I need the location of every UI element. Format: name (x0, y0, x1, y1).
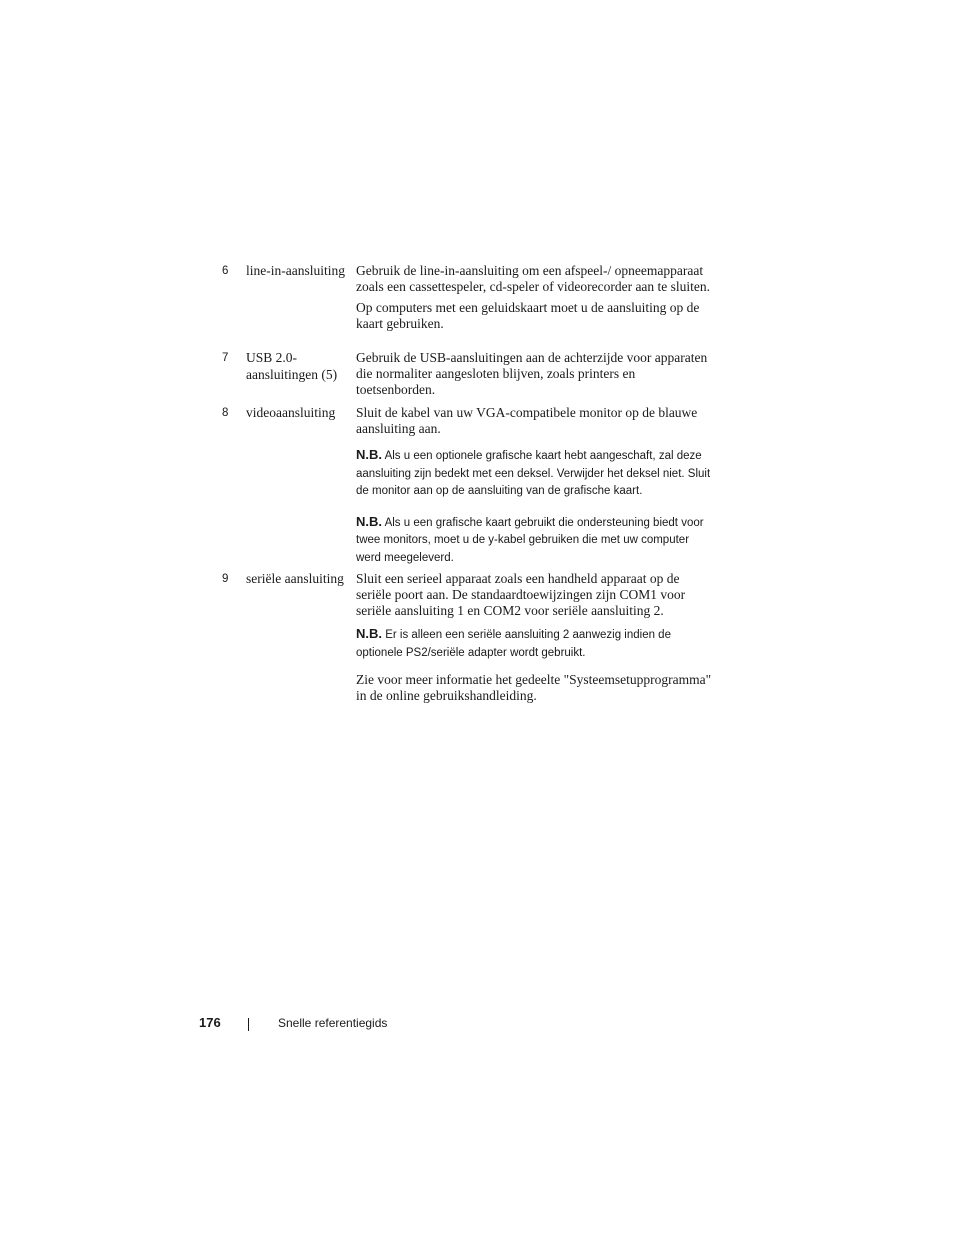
note-text: Als u een optionele grafische kaart hebt aangeschaft, zal deze aansluiting zijn bedekt met een deksel. Verwijder het deksel niet. Sluit de monitor aan op de aansluiting van de grafische kaart. (356, 450, 711, 497)
description-paragraph: Gebruik de line-in-aansluiting om een afspeel-/ opneemapparaat zoals een cassettespeler, cd-speler of videorecorder aan te sluiten. (356, 263, 711, 294)
row-label: seriële aansluiting (246, 571, 344, 586)
description-paragraph: Op computers met een geluidskaart moet u de aansluiting op de kaart gebruiken. (356, 300, 700, 331)
footer-title: Snelle referentiegids (278, 1016, 388, 1030)
note-label: N.B. (356, 626, 382, 641)
row-description (356, 350, 716, 403)
page-number: 176 (199, 1015, 221, 1030)
row-description (356, 405, 716, 573)
note (356, 446, 716, 501)
row-label: USB 2.0-aansluitingen (5) (246, 350, 338, 382)
note-text: Als u een grafische kaart gebruikt die ondersteuning biedt voor twee monitors, moet u de y-kabel gebruiken die met uw computer werd meegeleverd. (356, 516, 704, 564)
description-paragraph: Sluit een serieel apparaat zoals een handheld apparaat op de seriële poort aan. De standaardtoewijzingen zijn COM1 voor seriële aansluiting 1 en COM2 voor seriële aansluiting 2. (356, 571, 686, 618)
row-number: 7 (222, 352, 229, 364)
row-number: 9 (222, 573, 229, 585)
note-label: N.B. (356, 447, 382, 462)
row-label: videoaansluiting (246, 405, 336, 420)
row-number: 8 (222, 407, 229, 419)
note (356, 625, 716, 662)
row-description (356, 263, 716, 337)
description-paragraph: Sluit de kabel van uw VGA-compatibele monitor op de blauwe aansluiting aan. (356, 405, 698, 436)
description-paragraph: Zie voor meer informatie het gedeelte "Systeemsetupprogramma" in de online gebruikshandleiding. (356, 672, 712, 703)
footer-divider (248, 1018, 249, 1031)
description-paragraph: Gebruik de USB-aansluitingen aan de achterzijde voor apparaten die normaliter aangesloten blijven, zoals printers en toetsenborden. (356, 350, 708, 397)
row-description (356, 571, 716, 709)
row-number: 6 (222, 265, 229, 277)
row-label: line-in-aansluiting (246, 263, 345, 278)
note-text: Er is alleen een seriële aansluiting 2 aanwezig indien de optionele PS2/seriële adapter wordt gebruikt. (356, 629, 671, 659)
note (356, 513, 716, 568)
note-label: N.B. (356, 513, 382, 529)
